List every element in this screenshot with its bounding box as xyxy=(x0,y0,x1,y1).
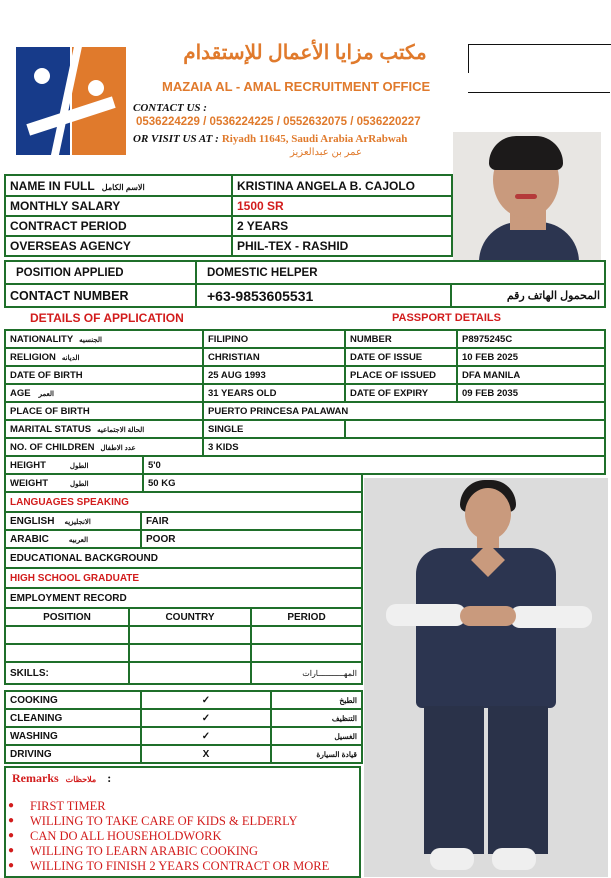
employment-cell xyxy=(251,626,362,644)
nationality-label-arabic: الجنسيه xyxy=(79,336,102,344)
contact-value: +63-9853605531 xyxy=(196,284,451,307)
place-issued-label: PLACE OF ISSUED xyxy=(345,366,457,384)
nationality-value: FILIPINO xyxy=(203,330,345,348)
driving-label-arabic: قيادة السيارة xyxy=(271,745,362,763)
contact-label: CONTACT NUMBER xyxy=(5,284,196,307)
remarks-title-arabic: ملاحظات xyxy=(65,775,97,784)
cleaning-mark: ✓ xyxy=(141,709,271,727)
expiry-value: 09 FEB 2035 xyxy=(457,384,605,402)
employment-period-header: PERIOD xyxy=(251,608,362,626)
washing-label: WASHING xyxy=(5,727,141,745)
employment-cell xyxy=(5,644,129,662)
remarks-header xyxy=(12,771,111,786)
birthplace-value: PUERTO PRINCESA PALAWAN xyxy=(203,402,605,420)
visit-label: OR VISIT US AT : xyxy=(133,133,219,145)
address-arabic: عمر بن عبدالعزيز xyxy=(290,147,362,158)
skills-table xyxy=(4,690,363,764)
washing-mark: ✓ xyxy=(141,727,271,745)
passport-heading: PASSPORT DETAILS xyxy=(392,312,501,324)
washing-label-arabic: الغسيل xyxy=(271,727,362,745)
marital-label: MARITAL STATUS xyxy=(10,423,92,435)
remark-item: ● WILLING TO FINISH 2 YEARS CONTRACT OR MORE xyxy=(8,859,329,874)
height-label-cell xyxy=(5,456,143,474)
nationality-label-cell xyxy=(5,330,203,348)
marital-empty-cell xyxy=(345,420,605,438)
agency-value: PHIL-TEX - RASHID xyxy=(232,236,452,256)
issue-date-value: 10 FEB 2025 xyxy=(457,348,605,366)
visit-line xyxy=(133,133,407,145)
details-heading: DETAILS OF APPLICATION xyxy=(30,311,184,325)
remark-item: ● WILLING TO TAKE CARE OF KIDS & ELDERLY xyxy=(8,814,329,829)
name-value: KRISTINA ANGELA B. CAJOLO xyxy=(232,175,452,196)
english-label-arabic: الانجليزيه xyxy=(64,518,91,526)
skills-label: SKILLS: xyxy=(5,662,129,684)
arabic-label-cell xyxy=(5,530,141,548)
age-label: AGE xyxy=(10,387,31,399)
marital-label-cell xyxy=(5,420,203,438)
phone-numbers: 0536224229 / 0536224225 / 0552632075 / 0536220227 xyxy=(136,116,421,128)
english-label-cell xyxy=(5,512,141,530)
religion-label-arabic: الديانه xyxy=(61,354,80,362)
skills-label-arabic: المهـــــــــــارات xyxy=(251,662,362,684)
age-label-cell xyxy=(5,384,203,402)
employment-title: EMPLOYMENT RECORD xyxy=(5,588,362,608)
children-label: NO. OF CHILDREN xyxy=(10,441,95,453)
full-body-photo xyxy=(364,478,608,877)
passport-number-label: NUMBER xyxy=(345,330,457,348)
height-label-arabic: الطول xyxy=(69,462,89,470)
cooking-label-arabic: الطبخ xyxy=(271,691,362,709)
arabic-label: ARABIC xyxy=(10,533,49,545)
employment-cell xyxy=(129,626,251,644)
place-issued-value: DFA MANILA xyxy=(457,366,605,384)
religion-label: RELIGION xyxy=(10,351,56,363)
passport-number-value: P8975245C xyxy=(457,330,605,348)
birthplace-label: PLACE OF BIRTH xyxy=(5,402,203,420)
contract-value: 2 YEARS xyxy=(232,216,452,236)
english-value: FAIR xyxy=(141,512,362,530)
driving-label: DRIVING xyxy=(5,745,141,763)
dob-label: DATE OF BIRTH xyxy=(5,366,203,384)
arabic-label-arabic: العربيه xyxy=(68,536,89,544)
details-table xyxy=(4,329,606,457)
salary-value: 1500 SR xyxy=(232,196,452,216)
weight-label: WEIGHT xyxy=(10,477,48,489)
driving-mark: X xyxy=(141,745,271,763)
portrait-photo xyxy=(453,132,601,260)
religion-value: CHRISTIAN xyxy=(203,348,345,366)
weight-table xyxy=(4,473,363,493)
cleaning-label-arabic: التنظيف xyxy=(271,709,362,727)
reference-line xyxy=(468,92,610,93)
marital-label-arabic: الحالة الاجتماعيه xyxy=(97,426,145,434)
age-label-arabic: العمر xyxy=(38,390,54,398)
age-value: 31 YEARS OLD xyxy=(203,384,345,402)
children-value: 3 KIDS xyxy=(203,438,605,456)
cooking-mark: ✓ xyxy=(141,691,271,709)
height-weight-table xyxy=(4,455,606,475)
employment-country-header: COUNTRY xyxy=(129,608,251,626)
reference-box xyxy=(468,44,611,73)
employment-cell xyxy=(5,626,129,644)
education-title: EDUCATIONAL BACKGROUND xyxy=(5,548,362,568)
nationality-label: NATIONALITY xyxy=(10,333,74,345)
education-value: HIGH SCHOOL GRADUATE xyxy=(5,568,362,588)
company-logo xyxy=(8,42,130,164)
weight-value: 50 KG xyxy=(143,474,362,492)
remarks-colon: : xyxy=(107,771,112,785)
employment-table xyxy=(4,607,363,685)
remark-item: ● WILLING TO LEARN ARABIC COOKING xyxy=(8,844,329,859)
remarks-title: Remarks xyxy=(12,771,59,785)
marital-value: SINGLE xyxy=(203,420,345,438)
remarks-box xyxy=(4,766,361,878)
position-value: DOMESTIC HELPER xyxy=(196,261,605,284)
remark-item: ● FIRST TIMER xyxy=(8,799,329,814)
position-label: POSITION APPLIED xyxy=(5,261,196,284)
employment-position-header: POSITION xyxy=(5,608,129,626)
expiry-label: DATE OF EXPIRY xyxy=(345,384,457,402)
arabic-value: POOR xyxy=(141,530,362,548)
weight-label-arabic: الطول xyxy=(70,480,89,488)
cleaning-label: CLEANING xyxy=(5,709,141,727)
name-label-cell xyxy=(5,175,232,196)
name-label-arabic: الاسم الكامل xyxy=(101,182,145,192)
agency-label: OVERSEAS AGENCY xyxy=(5,236,232,256)
employment-cell xyxy=(129,644,251,662)
company-name: MAZAIA AL - AMAL RECRUITMENT OFFICE xyxy=(162,79,431,94)
contract-label: CONTRACT PERIOD xyxy=(5,216,232,236)
remark-item: ● CAN DO ALL HOUSEHOLDWORK xyxy=(8,829,329,844)
applicant-info-table xyxy=(4,174,453,257)
position-contact-table xyxy=(4,260,606,308)
children-label-arabic: عدد الاطفال xyxy=(100,444,136,452)
contact-us-label: CONTACT US : xyxy=(133,102,207,114)
languages-table xyxy=(4,491,363,609)
skills-empty-cell xyxy=(129,662,251,684)
weight-label-cell xyxy=(5,474,143,492)
height-label: HEIGHT xyxy=(10,459,46,471)
dob-value: 25 AUG 1993 xyxy=(203,366,345,384)
languages-title: LANGUAGES SPEAKING xyxy=(5,492,362,512)
name-label: NAME IN FULL xyxy=(10,178,95,193)
contact-label-arabic: المحمول الهاتف رقم xyxy=(451,284,605,307)
cooking-label: COOKING xyxy=(5,691,141,709)
children-label-cell xyxy=(5,438,203,456)
remarks-list xyxy=(8,799,329,874)
english-label: ENGLISH xyxy=(10,515,55,527)
employment-cell xyxy=(251,644,362,662)
height-value: 5'0 xyxy=(143,456,605,474)
salary-label: MONTHLY SALARY xyxy=(5,196,232,216)
company-name-arabic: مكتب مزايا الأعمال للإستقدام xyxy=(183,42,427,64)
issue-date-label: DATE OF ISSUE xyxy=(345,348,457,366)
address: Riyadh 11645, Saudi Arabia ArRabwah xyxy=(221,133,408,145)
religion-label-cell xyxy=(5,348,203,366)
